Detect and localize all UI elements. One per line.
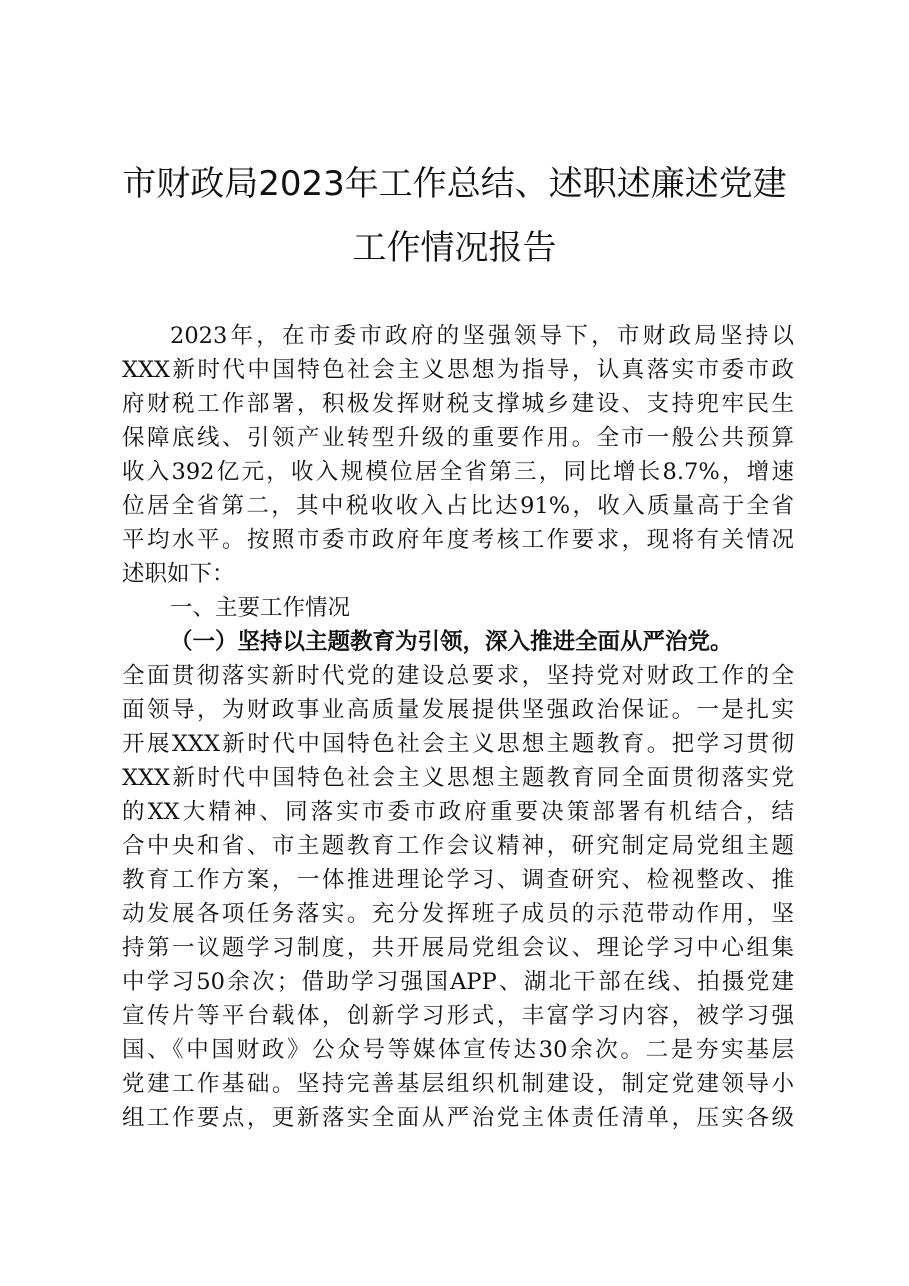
body-line-2: 面领导，为财政事业高质量发展提供坚强政治保证。一是扎实 bbox=[122, 697, 794, 723]
body-line-5: 的XX大精神、同落实市委市政府重要决策部署有机结合，结 bbox=[122, 799, 794, 825]
body-line-13: 党建工作基础。坚持完善基层组织机制建设，制定党建领导小 bbox=[122, 1071, 794, 1097]
body-line-6: 合中央和省、市主题教育工作会议精神，研究制定局党组主题 bbox=[122, 833, 794, 859]
intro-line-5: 收入392亿元，收入规模位居全省第三，同比增长8.7%，增速 bbox=[122, 459, 794, 485]
intro-line-4: 保障底线、引领产业转型升级的重要作用。全市一般公共预算 bbox=[122, 425, 794, 451]
body-line-4: XXX新时代中国特色社会主义思想主题教育同全面贯彻落实党 bbox=[122, 765, 794, 791]
intro-line-6: 位居全省第二，其中税收收入占比达91%，收入质量高于全省 bbox=[122, 493, 794, 519]
body-line-11: 宣传片等平台载体，创新学习形式，丰富学习内容，被学习强 bbox=[122, 1003, 794, 1029]
body-line-3: 开展XXX新时代中国特色社会主义思想主题教育。把学习贯彻 bbox=[122, 731, 794, 757]
subsection-heading-1: （一）坚持以主题教育为引领，深入推进全面从严治党。 bbox=[170, 629, 733, 655]
intro-line-7: 平均水平。按照市委市政府年度考核工作要求，现将有关情况 bbox=[122, 527, 794, 553]
body-line-10: 中学习50余次；借助学习强国APP、湖北干部在线、拍摄党建 bbox=[122, 969, 794, 995]
body-line-1: 全面贯彻落实新时代党的建设总要求，坚持党对财政工作的全 bbox=[122, 663, 794, 689]
body-line-8: 动发展各项任务落实。充分发挥班子成员的示范带动作用，坚 bbox=[122, 901, 794, 927]
intro-line-8: 述职如下： bbox=[122, 561, 235, 587]
body-line-12: 国、《中国财政》公众号等媒体宣传达30余次。二是夯实基层 bbox=[122, 1037, 794, 1063]
body-line-9: 持第一议题学习制度，共开展局党组会议、理论学习中心组集 bbox=[122, 935, 794, 961]
intro-line-3: 府财税工作部署，积极发挥财税支撑城乡建设、支持兜牢民生 bbox=[122, 391, 794, 417]
intro-line-2: XXX新时代中国特色社会主义思想为指导，认真落实市委市政 bbox=[122, 357, 794, 383]
body-line-14: 组工作要点，更新落实全面从严治党主体责任清单，压实各级 bbox=[122, 1105, 794, 1131]
document-title-line-1: 市财政局2023年工作总结、述职述廉述党建 bbox=[122, 164, 787, 204]
intro-line-1: 2023年，在市委市政府的坚强领导下，市财政局坚持以 bbox=[170, 323, 794, 349]
section-heading-main-work: 一、主要工作情况 bbox=[170, 595, 351, 621]
document-title-line-2: 工作情况报告 bbox=[352, 228, 557, 268]
body-line-7: 教育工作方案，一体推进理论学习、调查研究、检视整改、推 bbox=[122, 867, 794, 893]
